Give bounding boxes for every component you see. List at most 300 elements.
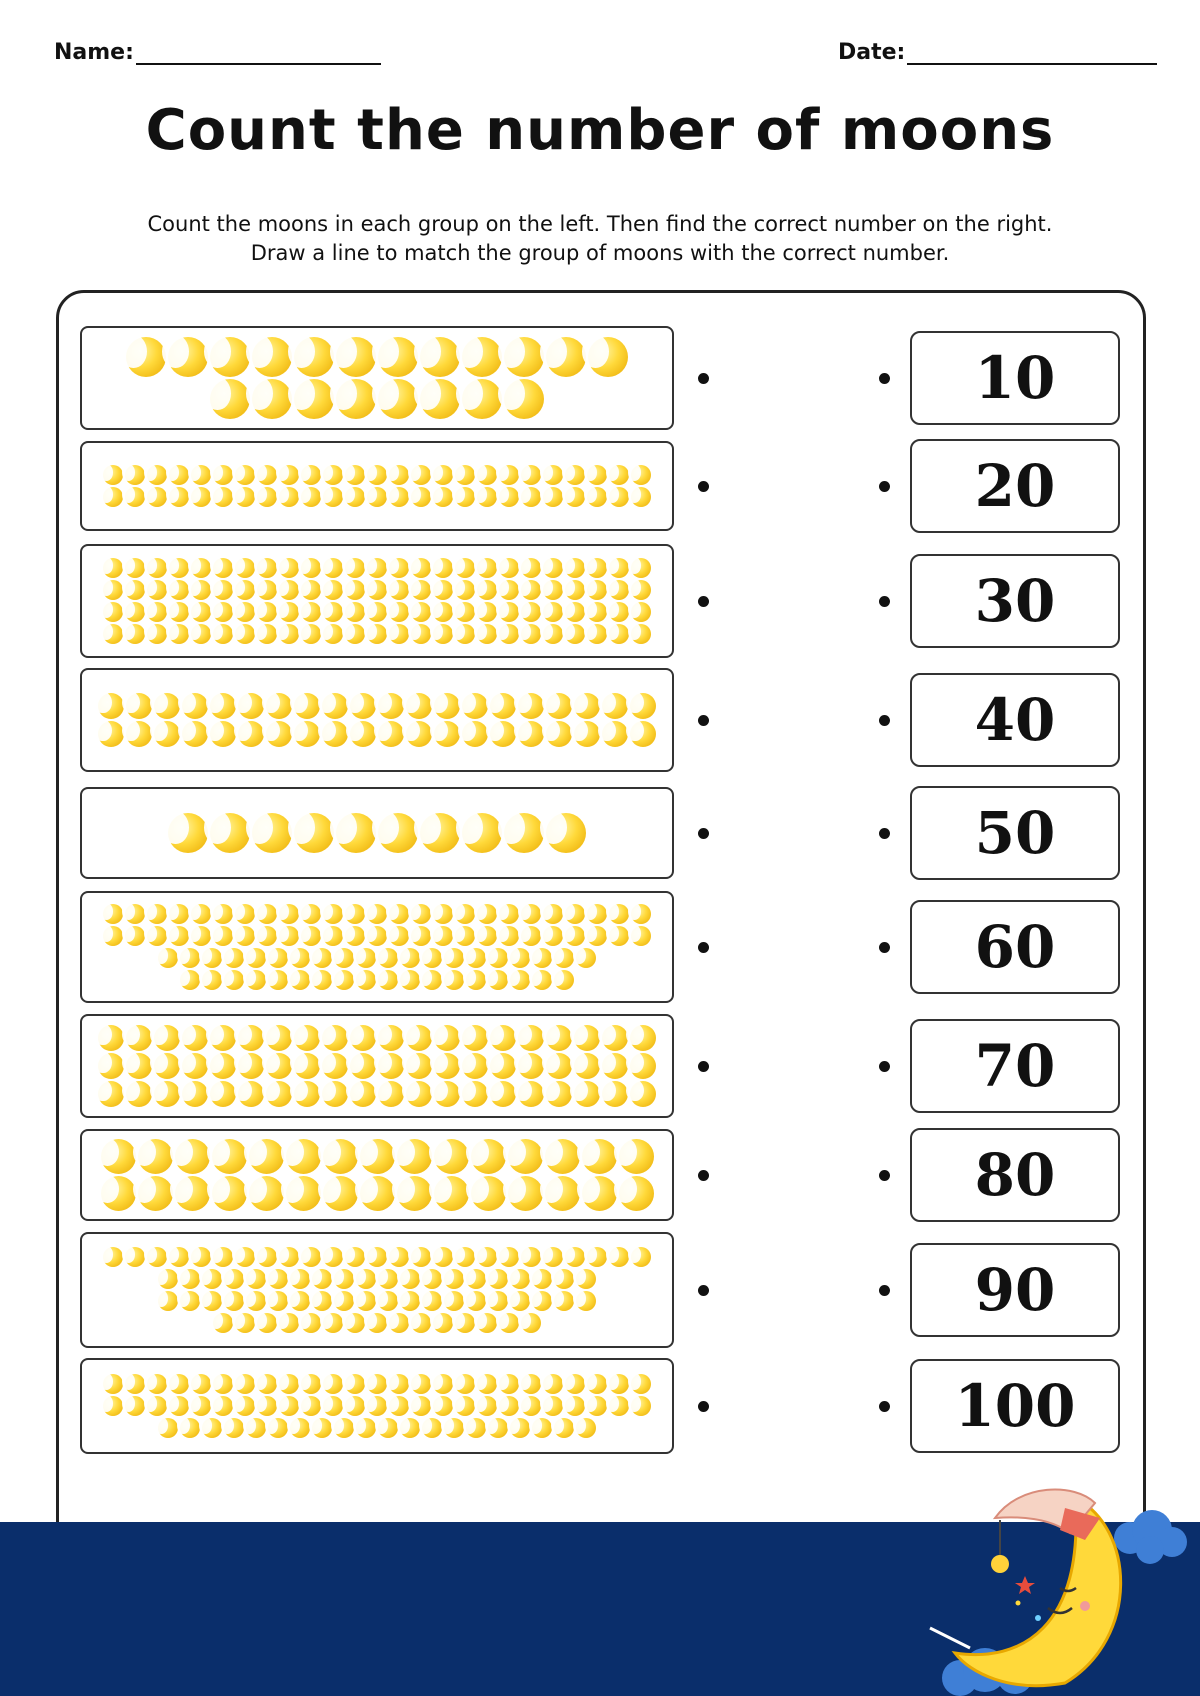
moon-icon (312, 1418, 332, 1438)
moon-icon (631, 1396, 651, 1416)
match-dot-left[interactable] (698, 481, 709, 492)
moon-group-box (80, 1014, 674, 1118)
moon-group-box (80, 326, 674, 430)
moon-icon (182, 693, 208, 719)
moon-icon (169, 904, 189, 924)
moon-icon (98, 693, 124, 719)
match-dot-left[interactable] (698, 1285, 709, 1296)
moon-icon (125, 465, 145, 485)
moon-icon (462, 379, 502, 419)
moon-icon (279, 465, 299, 485)
moon-icon (406, 693, 432, 719)
moon-icon (345, 1247, 365, 1267)
moon-icon (334, 948, 354, 968)
moon-icon (631, 487, 651, 507)
moon-icon (175, 1139, 210, 1174)
moon-icon (411, 1247, 431, 1267)
moon-icon (213, 580, 233, 600)
moon-icon (147, 602, 167, 622)
moon-icon (587, 1396, 607, 1416)
moon-icon (360, 1139, 395, 1174)
moon-icon (252, 813, 292, 853)
moon-icon (279, 602, 299, 622)
moon-icon (378, 337, 418, 377)
moon-icon (345, 580, 365, 600)
moon-icon (175, 1176, 210, 1211)
moon-icon (631, 904, 651, 924)
moon-icon (609, 558, 629, 578)
moon-icon (609, 904, 629, 924)
moon-icon (235, 558, 255, 578)
moon-icon (543, 926, 563, 946)
moon-icon (125, 1374, 145, 1394)
moon-icon (521, 1396, 541, 1416)
moon-icon (609, 602, 629, 622)
moon-icon (191, 465, 211, 485)
moon-icon (411, 487, 431, 507)
moon-icon (574, 1025, 600, 1051)
moon-icon (499, 558, 519, 578)
moon-icon (191, 624, 211, 644)
date-label: Date: (838, 40, 906, 65)
moon-icon (202, 1269, 222, 1289)
moon-icon (521, 465, 541, 485)
moon-icon (444, 1291, 464, 1311)
moon-icon (268, 970, 288, 990)
moon-icon (235, 487, 255, 507)
moon-icon (609, 465, 629, 485)
number-box: 30 (910, 554, 1120, 648)
match-dot-right[interactable] (879, 373, 890, 384)
moon-icon (576, 1291, 596, 1311)
moon-icon (543, 487, 563, 507)
moon-icon (322, 693, 348, 719)
moon-icon (301, 558, 321, 578)
moon-icon (257, 558, 277, 578)
moon-icon (389, 487, 409, 507)
page-title: Count the number of moons (145, 98, 1055, 163)
moon-icon (444, 948, 464, 968)
moon-icon (147, 487, 167, 507)
moon-icon (565, 580, 585, 600)
match-dot-right[interactable] (879, 1285, 890, 1296)
moon-icon (378, 693, 404, 719)
moon-icon (279, 558, 299, 578)
moon-icon (360, 1176, 395, 1211)
moon-icon (378, 1291, 398, 1311)
moon-icon (609, 926, 629, 946)
moon-icon (455, 465, 475, 485)
match-dot-right[interactable] (879, 1061, 890, 1072)
moon-icon (602, 1053, 628, 1079)
moon-icon (532, 948, 552, 968)
moon-icon (180, 1291, 200, 1311)
moon-icon (301, 487, 321, 507)
moon-icon (336, 379, 376, 419)
moon-icon (169, 1247, 189, 1267)
moon-icon (158, 1418, 178, 1438)
number-box: 50 (910, 786, 1120, 880)
match-dot-right[interactable] (879, 828, 890, 839)
moon-icon (565, 1374, 585, 1394)
moon-group-box (80, 441, 674, 531)
moon-row (157, 1417, 597, 1439)
moon-icon (508, 1139, 543, 1174)
moon-icon (103, 602, 123, 622)
moon-icon (367, 1247, 387, 1267)
moon-icon (158, 1291, 178, 1311)
moon-icon (301, 926, 321, 946)
moon-row (157, 1268, 597, 1290)
moon-row (97, 1080, 657, 1108)
moon-row (97, 692, 657, 720)
moon-icon (301, 904, 321, 924)
moon-icon (576, 948, 596, 968)
moon-icon (224, 970, 244, 990)
moon-icon (169, 487, 189, 507)
moon-icon (169, 580, 189, 600)
moon-icon (400, 1269, 420, 1289)
number-box: 90 (910, 1243, 1120, 1337)
moon-icon (565, 558, 585, 578)
moon-icon (235, 904, 255, 924)
star-icon (1015, 1576, 1035, 1594)
moon-row (102, 623, 652, 645)
moon-icon (434, 721, 460, 747)
moon-icon (565, 465, 585, 485)
moon-icon (252, 337, 292, 377)
moon-icon (301, 1374, 321, 1394)
moon-icon (389, 580, 409, 600)
moon-icon (367, 1396, 387, 1416)
moon-icon (490, 1025, 516, 1051)
moon-icon (406, 1025, 432, 1051)
moon-icon (400, 948, 420, 968)
moon-group-box (80, 891, 674, 1003)
match-dot-right[interactable] (879, 1401, 890, 1412)
moon-icon (490, 693, 516, 719)
moon-icon (191, 926, 211, 946)
moon-icon (301, 624, 321, 644)
moon-icon (294, 1081, 320, 1107)
number-box: 70 (910, 1019, 1120, 1113)
match-dot-left[interactable] (698, 715, 709, 726)
moon-icon (543, 624, 563, 644)
moon-icon (587, 558, 607, 578)
moon-icon (213, 904, 233, 924)
moon-icon (238, 1025, 264, 1051)
moon-icon (345, 904, 365, 924)
moon-icon (602, 721, 628, 747)
moon-icon (367, 558, 387, 578)
moon-icon (543, 580, 563, 600)
number-box: 20 (910, 439, 1120, 533)
moon-icon (202, 1291, 222, 1311)
moon-icon (462, 1053, 488, 1079)
moon-icon (294, 379, 334, 419)
moon-icon (266, 693, 292, 719)
moon-icon (125, 624, 145, 644)
moon-icon (103, 580, 123, 600)
moon-icon (125, 1396, 145, 1416)
moon-icon (154, 693, 180, 719)
moon-icon (367, 1313, 387, 1333)
moon-icon (279, 1396, 299, 1416)
moon-icon (587, 1247, 607, 1267)
match-dot-left[interactable] (698, 596, 709, 607)
moon-icon (158, 948, 178, 968)
moon-icon (191, 580, 211, 600)
moon-icon (389, 624, 409, 644)
instruction-line: Draw a line to match the group of moons with the correct number. (250, 241, 950, 265)
moon-icon (238, 1053, 264, 1079)
moon-row (157, 947, 597, 969)
moon-icon (235, 602, 255, 622)
moon-icon (312, 1269, 332, 1289)
moon-icon (574, 693, 600, 719)
moon-icon (378, 1081, 404, 1107)
moon-row (167, 812, 587, 854)
moon-icon (411, 624, 431, 644)
moon-icon (334, 970, 354, 990)
moon-icon (279, 624, 299, 644)
moon-icon (411, 1374, 431, 1394)
moon-icon (488, 1269, 508, 1289)
moon-icon (546, 1081, 572, 1107)
moon-icon (286, 1176, 321, 1211)
moon-icon (290, 970, 310, 990)
moon-icon (154, 1053, 180, 1079)
match-dot-right[interactable] (879, 596, 890, 607)
moon-icon (126, 337, 166, 377)
moon-row (102, 601, 652, 623)
moon-icon (397, 1176, 432, 1211)
moon-icon (462, 1081, 488, 1107)
moon-icon (103, 1396, 123, 1416)
date-field[interactable] (838, 40, 1157, 65)
moon-icon (508, 1176, 543, 1211)
moon-icon (455, 1374, 475, 1394)
moon-icon (356, 1418, 376, 1438)
moon-icon (103, 487, 123, 507)
moon-icon (546, 337, 586, 377)
moon-icon (521, 1374, 541, 1394)
moon-icon (235, 926, 255, 946)
moon-icon (462, 693, 488, 719)
moon-icon (433, 580, 453, 600)
moon-row (102, 486, 652, 508)
moon-icon (213, 1313, 233, 1333)
moon-icon (521, 580, 541, 600)
moon-icon (477, 904, 497, 924)
crescent-moon-shape (955, 1498, 1121, 1686)
moon-icon (367, 926, 387, 946)
moon-icon (345, 465, 365, 485)
moon-icon (301, 465, 321, 485)
moon-icon (389, 926, 409, 946)
moon-icon (98, 1025, 124, 1051)
moon-icon (294, 721, 320, 747)
moon-icon (367, 624, 387, 644)
moon-icon (543, 465, 563, 485)
moon-icon (169, 1396, 189, 1416)
moon-icon (433, 1313, 453, 1333)
moon-icon (631, 1374, 651, 1394)
moon-icon (565, 602, 585, 622)
moon-icon (609, 624, 629, 644)
moon-icon (546, 693, 572, 719)
name-line[interactable] (136, 41, 381, 65)
moon-icon (554, 1291, 574, 1311)
moon-icon (510, 970, 530, 990)
match-dot-right[interactable] (879, 942, 890, 953)
match-dot-right[interactable] (879, 715, 890, 726)
moon-icon (543, 558, 563, 578)
moon-icon (378, 721, 404, 747)
moon-icon (455, 602, 475, 622)
moon-icon (422, 1291, 442, 1311)
match-dot-left[interactable] (698, 1401, 709, 1412)
moon-icon (411, 1396, 431, 1416)
moon-icon (433, 602, 453, 622)
moon-icon (126, 721, 152, 747)
moon-icon (462, 337, 502, 377)
moon-row (102, 925, 652, 947)
moon-icon (257, 580, 277, 600)
moon-icon (389, 465, 409, 485)
match-dot-left[interactable] (698, 1061, 709, 1072)
moon-icon (279, 1313, 299, 1333)
moon-icon (213, 926, 233, 946)
moon-icon (565, 1396, 585, 1416)
moon-icon (323, 1176, 358, 1211)
moon-icon (334, 1418, 354, 1438)
moon-icon (411, 926, 431, 946)
moon-icon (518, 1053, 544, 1079)
moon-icon (147, 926, 167, 946)
moon-icon (169, 602, 189, 622)
moon-icon (554, 970, 574, 990)
moon-icon (466, 948, 486, 968)
moon-icon (521, 1247, 541, 1267)
moon-icon (279, 1374, 299, 1394)
match-dot-left[interactable] (698, 373, 709, 384)
moon-icon (471, 1139, 506, 1174)
moon-icon (235, 624, 255, 644)
moon-icon (521, 624, 541, 644)
moon-icon (378, 948, 398, 968)
moon-icon (490, 1081, 516, 1107)
moon-icon (406, 1081, 432, 1107)
moon-icon (518, 721, 544, 747)
moon-icon (546, 1025, 572, 1051)
moon-icon (434, 1139, 469, 1174)
moon-icon (455, 487, 475, 507)
moon-icon (246, 970, 266, 990)
moon-icon (238, 1081, 264, 1107)
match-dot-left[interactable] (698, 942, 709, 953)
moon-icon (488, 1291, 508, 1311)
moon-icon (213, 602, 233, 622)
moon-icon (554, 948, 574, 968)
moon-row (157, 1290, 597, 1312)
moon-icon (213, 1374, 233, 1394)
moon-icon (630, 1025, 656, 1051)
moon-icon (323, 926, 343, 946)
moon-icon (434, 1176, 469, 1211)
moon-icon (609, 1374, 629, 1394)
moon-icon (466, 970, 486, 990)
moon-icon (312, 948, 332, 968)
match-dot-right[interactable] (879, 481, 890, 492)
moon-icon (125, 558, 145, 578)
moon-icon (630, 693, 656, 719)
pompom-icon (991, 1555, 1009, 1573)
moon-icon (488, 1418, 508, 1438)
moon-icon (266, 1081, 292, 1107)
moon-icon (238, 693, 264, 719)
moon-icon (103, 1374, 123, 1394)
moon-icon (154, 1025, 180, 1051)
moon-icon (521, 1313, 541, 1333)
moon-icon (323, 558, 343, 578)
moon-icon (477, 1313, 497, 1333)
moon-row (125, 336, 629, 378)
moon-icon (504, 337, 544, 377)
moon-icon (576, 1418, 596, 1438)
moon-icon (246, 1269, 266, 1289)
moon-icon (406, 721, 432, 747)
moon-icon (378, 813, 418, 853)
moon-icon (389, 1374, 409, 1394)
moon-icon (294, 693, 320, 719)
moon-icon (499, 580, 519, 600)
moon-icon (411, 602, 431, 622)
moon-icon (367, 904, 387, 924)
moon-icon (210, 1081, 236, 1107)
moon-icon (147, 1396, 167, 1416)
moon-icon (323, 465, 343, 485)
moon-icon (631, 558, 651, 578)
name-field[interactable] (54, 40, 381, 65)
moon-icon (202, 1418, 222, 1438)
moon-icon (521, 926, 541, 946)
moon-icon (499, 1396, 519, 1416)
moon-icon (433, 904, 453, 924)
moon-icon (345, 1396, 365, 1416)
moon-icon (103, 624, 123, 644)
moon-icon (312, 1291, 332, 1311)
match-dot-left[interactable] (698, 1170, 709, 1181)
match-dot-left[interactable] (698, 828, 709, 839)
number-box: 10 (910, 331, 1120, 425)
moon-icon (323, 1247, 343, 1267)
moon-icon (434, 1081, 460, 1107)
moon-icon (543, 904, 563, 924)
moon-icon (125, 1247, 145, 1267)
moon-icon (126, 1053, 152, 1079)
moon-icon (455, 1396, 475, 1416)
moon-icon (367, 487, 387, 507)
match-dot-right[interactable] (879, 1170, 890, 1181)
moon-icon (257, 1396, 277, 1416)
moon-icon (268, 1291, 288, 1311)
date-line[interactable] (907, 41, 1157, 65)
moon-icon (103, 1247, 123, 1267)
instruction-line: Count the moons in each group on the left. Then find the correct number on the right. (147, 212, 1053, 236)
moon-icon (169, 558, 189, 578)
moon-icon (212, 1139, 247, 1174)
